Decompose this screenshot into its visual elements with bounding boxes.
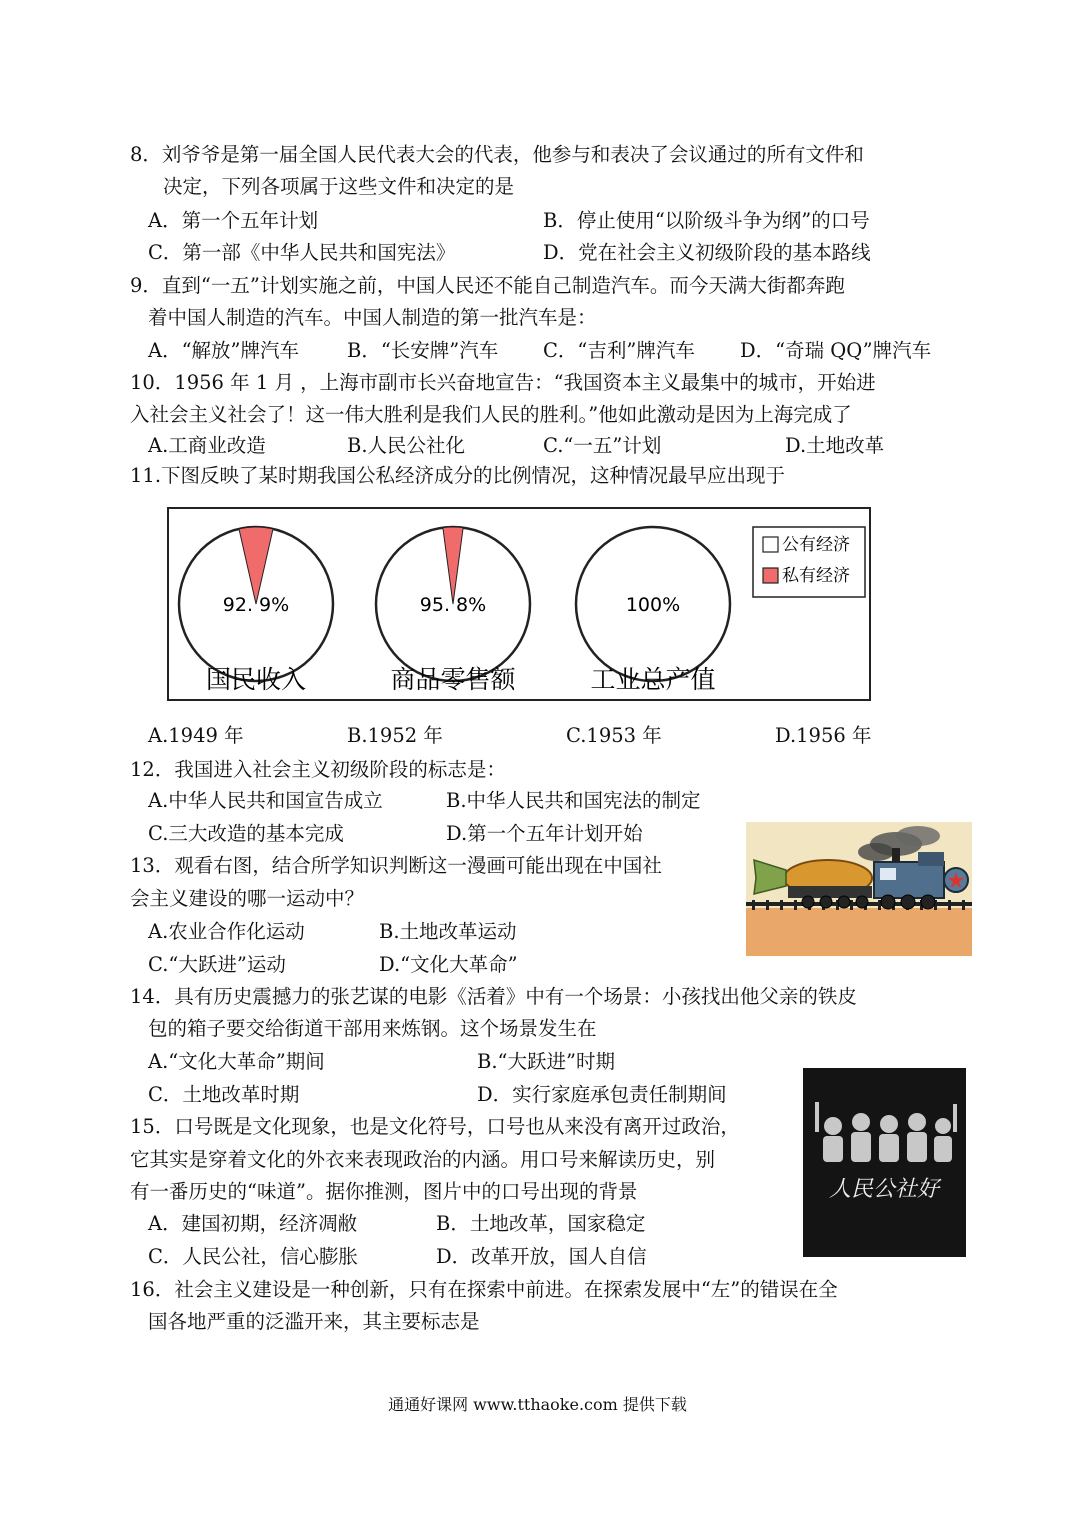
poster-svg (803, 1068, 966, 1257)
legend (753, 527, 865, 597)
q8-stem-line2: 决定，下列各项属于这些文件和决定的是 (163, 175, 515, 198)
q11-option-d: D.1956 年 (775, 724, 872, 747)
q8-stem-line1: 8．刘爷爷是第一届全国人民代表大会的代表，他参与和表决了会议通过的所有文件和 (130, 143, 864, 166)
q15-option-b: B．土地改革，国家稳定 (436, 1212, 646, 1235)
poster-slogan: 人民公社好 (828, 1177, 940, 1202)
legend-label-private: 私有经济 (782, 566, 850, 586)
q12-stem-line1: 12．我国进入社会主义初级阶段的标志是： (130, 758, 506, 781)
page-footer: 通通好课网 www.tthaoke.com 提供下载 (388, 1395, 687, 1414)
pie-2-category-label: 商品零售额 (390, 665, 516, 694)
q9-option-a: A．“解放”牌汽车 (148, 339, 300, 362)
q10-option-c: C.“一五”计划 (543, 434, 662, 457)
pie-1-percent-label: 92. 9% (222, 594, 290, 616)
q13-option-d: D.“文化大革命” (379, 953, 518, 976)
q15-option-d: D．改革开放，国人自信 (436, 1245, 647, 1268)
q14-stem-line1: 14．具有历史震撼力的张艺谋的电影《活着》中有一个场景：小孩找出他父亲的铁皮 (130, 985, 857, 1008)
q13-option-a: A.农业合作化运动 (148, 920, 305, 943)
q12-option-d: D.第一个五年计划开始 (446, 822, 643, 845)
economy-composition-chart (167, 507, 871, 701)
legend-label-public: 公有经济 (782, 535, 850, 555)
q10-option-d: D.土地改革 (785, 434, 885, 457)
q11-option-c: C.1953 年 (566, 724, 662, 747)
q8-option-c: C．第一部《中华人民共和国宪法》 (148, 241, 456, 264)
pie-chart-svg (169, 509, 869, 699)
q15-stem-line2: 它其实是穿着文化的外衣来表现政治的内涵。用口号来解读历史，别 (130, 1148, 716, 1171)
q9-option-b: B．“长安牌”汽车 (347, 339, 499, 362)
q10-option-a: A.工商业改造 (148, 434, 266, 457)
q16-stem-line2: 国各地严重的泛滥开来，其主要标志是 (148, 1310, 480, 1333)
q15-stem-line3: 有一番历史的“味道”。据你推测，图片中的口号出现的背景 (130, 1180, 638, 1203)
q12-option-c: C.三大改造的基本完成 (148, 822, 344, 845)
people-commune-poster (803, 1068, 966, 1257)
pie-3-category-label: 工业总产值 (590, 665, 716, 694)
legend-swatch-public (763, 537, 778, 552)
q8-option-a: A．第一个五年计划 (148, 209, 319, 232)
q8-option-d: D．党在社会主义初级阶段的基本路线 (543, 241, 871, 264)
q11-stem-line1: 11.下图反映了某时期我国公私经济成分的比例情况，这种情况最早应出现于 (130, 464, 786, 487)
q13-option-b: B.土地改革运动 (379, 920, 517, 943)
q10-stem-line2: 入社会主义社会了！这一伟大胜利是我们人民的胜利。”他如此激动是因为上海完成了 (130, 403, 852, 426)
q12-option-b: B.中华人民共和国宪法的制定 (446, 789, 701, 812)
q15-stem-line1: 15．口号既是文化现象，也是文化符号，口号也从来没有离开过政治， (130, 1115, 740, 1138)
pie-3-percent-label: 100% (625, 594, 681, 616)
q11-option-a: A.1949 年 (148, 724, 244, 747)
q9-stem-line1: 9．直到“一五”计划实施之前，中国人民还不能自己制造汽车。而今天满大街都奔跑 (130, 274, 845, 297)
legend-swatch-private (763, 568, 778, 583)
q14-option-a: A.“文化大革命”期间 (148, 1050, 325, 1073)
pie-2-percent-label: 95. 8% (419, 594, 487, 616)
pie-1-category-label: 国民收入 (205, 665, 307, 694)
q14-stem-line2: 包的箱子要交给街道干部用来炼钢。这个场景发生在 (148, 1017, 597, 1040)
q15-option-c: C．人民公社，信心膨胀 (148, 1245, 358, 1268)
q13-stem-line1: 13．观看右图，结合所学知识判断这一漫画可能出现在中国社 (130, 854, 662, 877)
q9-option-c: C．“吉利”牌汽车 (543, 339, 695, 362)
q10-stem-line1: 10．1956 年 1 月 ，上海市副市长兴奋地宣告：“我国资本主义最集中的城市，开始进 (130, 371, 876, 394)
q14-option-c: C．土地改革时期 (148, 1083, 300, 1106)
q14-option-d: D．实行家庭承包责任制期间 (477, 1083, 727, 1106)
q13-stem-line2: 会主义建设的哪一运动中？ (130, 887, 365, 910)
q14-option-b: B.“大跃进”时期 (477, 1050, 615, 1073)
train-cartoon-svg (746, 822, 972, 956)
q11-option-b: B.1952 年 (347, 724, 443, 747)
q16-stem-line1: 16．社会主义建设是一种创新，只有在探索中前进。在探索发展中“左”的错误在全 (130, 1278, 838, 1301)
q15-option-a: A．建国初期，经济凋敝 (148, 1212, 358, 1235)
q8-option-b: B．停止使用“以阶级斗争为纲”的口号 (543, 209, 870, 232)
q9-option-d: D．“奇瑞 QQ”牌汽车 (740, 339, 932, 362)
q12-option-a: A.中华人民共和国宣告成立 (148, 789, 383, 812)
q10-option-b: B.人民公社化 (347, 434, 466, 457)
q9-stem-line2: 着中国人制造的汽车。中国人制造的第一批汽车是： (148, 306, 597, 329)
train-cartoon-image (746, 822, 972, 956)
q13-option-c: C.“大跃进”运动 (148, 953, 286, 976)
